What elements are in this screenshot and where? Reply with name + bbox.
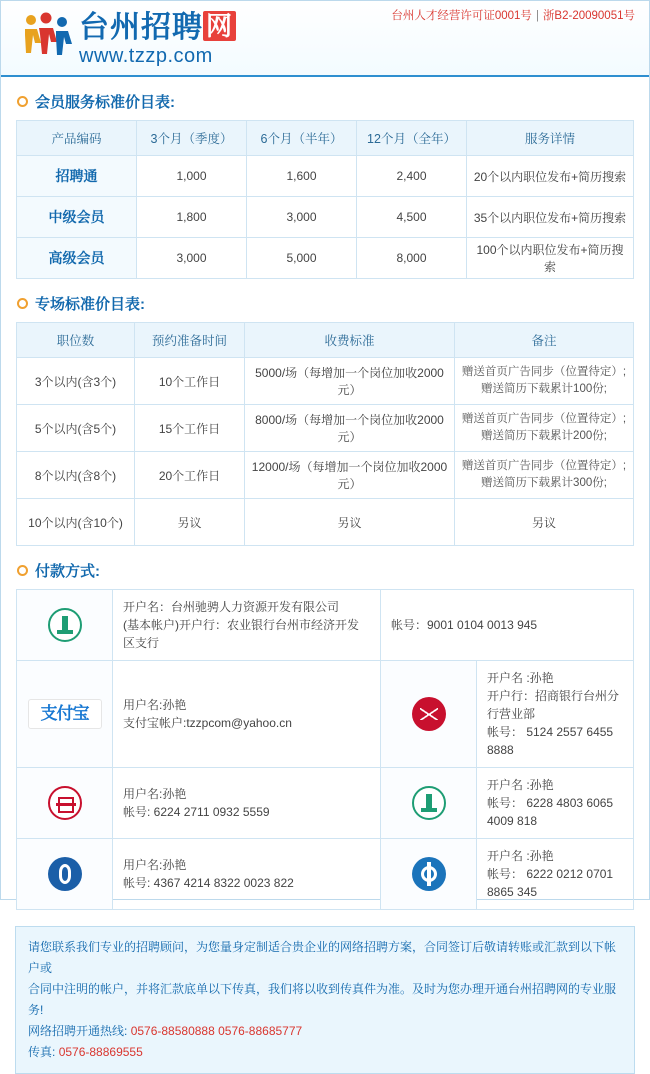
fee-standard: 另议 bbox=[245, 499, 455, 546]
remark-line-2: 赠送简历下载累计300份; bbox=[481, 477, 607, 489]
table-header-row bbox=[17, 323, 634, 358]
license-separator: | bbox=[535, 10, 539, 22]
ccb-account-number: 帐号: 4367 4214 8322 0023 822 bbox=[123, 876, 294, 890]
footer-hotline-label: 网络招聘开通热线: bbox=[28, 1024, 128, 1038]
footer-note bbox=[15, 926, 635, 1074]
section-label-member: 会员服务标准价目表: bbox=[35, 94, 175, 111]
table-header-row bbox=[17, 121, 634, 156]
price-quarter: 1,000 bbox=[137, 156, 247, 197]
logo[interactable] bbox=[19, 9, 236, 67]
col-position-count: 职位数 bbox=[17, 323, 135, 358]
prep-time: 10个工作日 bbox=[135, 358, 245, 405]
col-prep-time: 预约准备时间 bbox=[135, 323, 245, 358]
table-row bbox=[17, 156, 634, 197]
prep-time: 20个工作日 bbox=[135, 452, 245, 499]
footer-fax bbox=[28, 1042, 622, 1063]
col-detail: 服务详情 bbox=[467, 121, 634, 156]
product-name: 高级会员 bbox=[17, 238, 137, 279]
logo-title: 台州招聘 bbox=[79, 11, 203, 44]
footer-fax-value: 0576-88869555 bbox=[58, 1045, 143, 1059]
fee-standard: 12000/场（每增加一个岗位加收2000元） bbox=[245, 452, 455, 499]
price-year: 2,400 bbox=[357, 156, 467, 197]
table-row bbox=[17, 499, 634, 546]
remark bbox=[455, 405, 634, 452]
col-product: 产品编码 bbox=[17, 121, 137, 156]
price-halfyear: 3,000 bbox=[247, 197, 357, 238]
footer-hotline-value: 0576-88580888 0576-88685777 bbox=[130, 1024, 303, 1038]
remark-line-1: 赠送首页广告同步（位置待定）; bbox=[461, 366, 627, 378]
col-quarter: 3个月（季度） bbox=[137, 121, 247, 156]
remark-line-2: 赠送简历下载累计100份; bbox=[481, 383, 607, 395]
service-detail: 100个以内职位发布+简历搜索 bbox=[467, 238, 634, 279]
bullet-icon bbox=[17, 96, 28, 107]
logo-net-badge: 网 bbox=[203, 11, 236, 41]
remark-line-2: 赠送简历下载累计200份; bbox=[481, 430, 607, 442]
ccb-user: 用户名:孙艳 bbox=[123, 858, 187, 872]
alipay-user: 用户名:孙艳 bbox=[123, 698, 187, 712]
table-row bbox=[17, 452, 634, 499]
ccb-info bbox=[113, 839, 381, 910]
abc2-logo-cell bbox=[381, 768, 477, 839]
remark bbox=[455, 358, 634, 405]
fee-standard: 8000/场（每增加一个岗位加收2000元） bbox=[245, 405, 455, 452]
price-year: 4,500 bbox=[357, 197, 467, 238]
fee-standard: 5000/场（每增加一个岗位加收2000元） bbox=[245, 358, 455, 405]
remark-line-1: 赠送首页广告同步（位置待定）; bbox=[461, 413, 627, 425]
abc-account-name: 开户名：台州驰骋人力资源开发有限公司 bbox=[123, 600, 340, 614]
abc-bank-logo-cell bbox=[17, 590, 113, 661]
price-halfyear: 1,600 bbox=[247, 156, 357, 197]
footer-line-2: 合同中注明的帐户，并将汇款底单以下传真，我们将以收到传真件为准。及时为您办理开通台州招聘网的专业服务! bbox=[28, 982, 617, 1017]
col-year: 12个月（全年） bbox=[357, 121, 467, 156]
abc-bank-info bbox=[113, 590, 381, 661]
footer-line-1: 请您联系我们专业的招聘顾问，为您量身定制适合贵企业的网络招聘方案，合同签订后敬请转账或汇款到以下帐户或 bbox=[28, 940, 617, 975]
payment-row-icbc-abc2 bbox=[17, 768, 634, 839]
cmb-account-name: 开户名 :孙艳 bbox=[487, 671, 554, 685]
abc-branch: (基本帐户)开户行：农业银行台州市经济开发区支行 bbox=[123, 618, 359, 650]
alipay-icon: 支付宝 bbox=[28, 699, 102, 729]
cmb-branch: 开户行：招商银行台州分行营业部 bbox=[487, 689, 620, 721]
cmb-bank-icon bbox=[412, 697, 446, 731]
abc-bank-icon bbox=[48, 608, 82, 642]
position-count: 8个以内(含8个) bbox=[17, 452, 135, 499]
table-row bbox=[17, 197, 634, 238]
icbc-info bbox=[113, 768, 381, 839]
license-number: 台州人才经营许可证0001号 bbox=[391, 10, 532, 22]
boc-account-number: 帐号： 6222 0212 0701 8865 345 bbox=[487, 867, 614, 899]
service-detail: 35个以内职位发布+简历搜索 bbox=[467, 197, 634, 238]
cmb-info bbox=[477, 661, 634, 768]
payment-table bbox=[16, 589, 634, 910]
payment-row-ccb-boc bbox=[17, 839, 634, 910]
abc2-info bbox=[477, 768, 634, 839]
member-price-table bbox=[16, 120, 634, 279]
boc-account-name: 开户名 :孙艳 bbox=[487, 849, 554, 863]
price-halfyear: 5,000 bbox=[247, 238, 357, 279]
section-label-payment: 付款方式: bbox=[35, 563, 100, 580]
table-row bbox=[17, 238, 634, 279]
section-title-payment bbox=[17, 560, 649, 581]
price-quarter: 1,800 bbox=[137, 197, 247, 238]
logo-people-icon bbox=[19, 9, 75, 59]
footer-fax-label: 传真: bbox=[28, 1045, 56, 1059]
cmb-logo-cell bbox=[381, 661, 477, 768]
boc-logo-cell bbox=[381, 839, 477, 910]
payment-row-alipay-cmb bbox=[17, 661, 634, 768]
alipay-logo-cell bbox=[17, 661, 113, 768]
remark-line-1: 赠送首页广告同步（位置待定）; bbox=[461, 460, 627, 472]
section-label-special: 专场标准价目表: bbox=[35, 296, 145, 313]
price-year: 8,000 bbox=[357, 238, 467, 279]
bullet-icon bbox=[17, 298, 28, 309]
abc2-account-name: 开户名 :孙艳 bbox=[487, 778, 554, 792]
service-detail: 20个以内职位发布+简历搜索 bbox=[467, 156, 634, 197]
bullet-icon bbox=[17, 565, 28, 576]
logo-url: www.tzzp.com bbox=[79, 45, 213, 67]
prep-time: 15个工作日 bbox=[135, 405, 245, 452]
ccb-logo-cell bbox=[17, 839, 113, 910]
license-info bbox=[391, 7, 635, 23]
section-title-special bbox=[17, 293, 649, 314]
table-row bbox=[17, 358, 634, 405]
icp-number: 浙B2-20090051号 bbox=[542, 10, 635, 22]
position-count: 10个以内(含10个) bbox=[17, 499, 135, 546]
position-count: 3个以内(含3个) bbox=[17, 358, 135, 405]
col-halfyear: 6个月（半年） bbox=[247, 121, 357, 156]
site-header bbox=[1, 1, 649, 77]
alipay-info bbox=[113, 661, 381, 768]
remark: 另议 bbox=[455, 499, 634, 546]
prep-time: 另议 bbox=[135, 499, 245, 546]
logo-text bbox=[79, 9, 236, 67]
product-name: 招聘通 bbox=[17, 156, 137, 197]
abc2-account-number: 帐号： 6228 4803 6065 4009 818 bbox=[487, 796, 614, 828]
icbc-bank-icon bbox=[48, 786, 82, 820]
cmb-account-number: 帐号： 5124 2557 6455 8888 bbox=[487, 725, 614, 757]
icbc-account-number: 帐号: 6224 2711 0932 5559 bbox=[123, 805, 270, 819]
payment-row-abc bbox=[17, 590, 634, 661]
position-count: 5个以内(含5个) bbox=[17, 405, 135, 452]
footer-hotline bbox=[28, 1021, 622, 1042]
icbc-user: 用户名:孙艳 bbox=[123, 787, 187, 801]
product-name: 中级会员 bbox=[17, 197, 137, 238]
icbc-logo-cell bbox=[17, 768, 113, 839]
section-title-member bbox=[17, 91, 649, 112]
alipay-account: 支付宝帐户:tzzpcom@yahoo.cn bbox=[123, 716, 292, 730]
remark bbox=[455, 452, 634, 499]
col-fee: 收费标准 bbox=[245, 323, 455, 358]
abc-bank-icon bbox=[412, 786, 446, 820]
col-remark: 备注 bbox=[455, 323, 634, 358]
price-quarter: 3,000 bbox=[137, 238, 247, 279]
special-price-table bbox=[16, 322, 634, 546]
abc-account-number: 帐号：9001 0104 0013 945 bbox=[381, 590, 634, 661]
boc-info bbox=[477, 839, 634, 910]
boc-bank-icon bbox=[412, 857, 446, 891]
table-row bbox=[17, 405, 634, 452]
ccb-bank-icon bbox=[48, 857, 82, 891]
